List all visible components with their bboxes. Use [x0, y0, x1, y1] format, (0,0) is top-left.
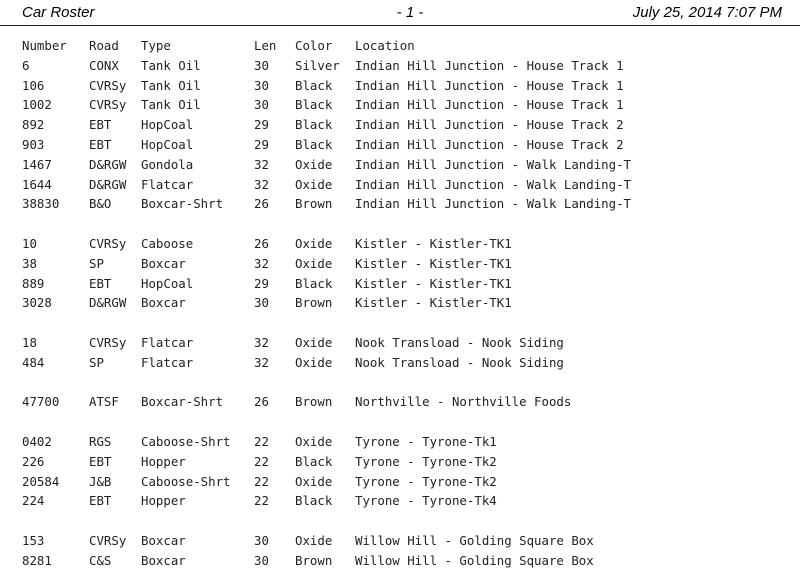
car-number: 153	[22, 532, 45, 548]
table-row	[22, 392, 792, 412]
car-color: Oxide	[295, 473, 333, 489]
car-length: 32	[254, 156, 269, 172]
car-length: 26	[254, 196, 269, 212]
car-road: CONX	[89, 57, 119, 73]
car-location: Kistler - Kistler-TK1	[355, 235, 512, 251]
car-length: 22	[254, 453, 269, 469]
table-row	[22, 452, 792, 472]
car-number: 484	[22, 354, 45, 370]
car-length: 29	[254, 275, 269, 291]
car-type: HopCoal	[141, 275, 194, 291]
car-roster-table	[22, 36, 792, 571]
car-road: B&O	[89, 196, 112, 212]
car-length: 30	[254, 295, 269, 311]
group-spacer	[22, 373, 792, 393]
car-road: EBT	[89, 275, 112, 291]
car-road: C&S	[89, 552, 112, 568]
car-location: Indian Hill Junction - House Track 1	[355, 77, 624, 93]
car-type: Boxcar-Shrt	[141, 394, 224, 410]
car-location: Tyrone - Tyrone-Tk2	[355, 453, 497, 469]
car-color: Brown	[295, 394, 333, 410]
table-row	[22, 432, 792, 452]
car-number: 1002	[22, 97, 52, 113]
page-number: - 1 -	[396, 4, 424, 21]
column-header-road: Road	[89, 38, 119, 53]
car-location: Willow Hill - Golding Square Box	[355, 532, 594, 548]
car-number: 903	[22, 136, 45, 152]
car-type: Boxcar	[141, 255, 186, 271]
car-number: 47700	[22, 394, 60, 410]
car-color: Black	[295, 117, 333, 133]
car-type: Boxcar	[141, 532, 186, 548]
car-number: 38	[22, 255, 37, 271]
table-row	[22, 76, 792, 96]
car-length: 30	[254, 552, 269, 568]
group-spacer	[22, 313, 792, 333]
car-number: 226	[22, 453, 45, 469]
car-type: Boxcar	[141, 552, 186, 568]
car-location: Northville - Northville Foods	[355, 394, 572, 410]
car-type: Hopper	[141, 453, 186, 469]
car-length: 32	[254, 255, 269, 271]
car-number: 20584	[22, 473, 60, 489]
column-header-len: Len	[254, 38, 277, 53]
car-number: 6	[22, 57, 30, 73]
car-color: Brown	[295, 295, 333, 311]
car-location: Nook Transload - Nook Siding	[355, 334, 564, 350]
group-spacer	[22, 214, 792, 234]
car-length: 32	[254, 354, 269, 370]
table-row	[22, 115, 792, 135]
car-road: D&RGW	[89, 176, 127, 192]
report-header	[0, 0, 800, 26]
car-number: 8281	[22, 552, 52, 568]
car-length: 30	[254, 77, 269, 93]
column-header-number: Number	[22, 38, 67, 53]
car-type: Boxcar	[141, 295, 186, 311]
car-road: CVRSy	[89, 334, 127, 350]
car-road: CVRSy	[89, 77, 127, 93]
table-row	[22, 293, 792, 313]
car-location: Willow Hill - Golding Square Box	[355, 552, 594, 568]
car-color: Black	[295, 493, 333, 509]
car-color: Brown	[295, 552, 333, 568]
car-location: Tyrone - Tyrone-Tk1	[355, 433, 497, 449]
car-road: SP	[89, 354, 104, 370]
car-road: SP	[89, 255, 104, 271]
car-type: Hopper	[141, 493, 186, 509]
car-type: Flatcar	[141, 334, 194, 350]
table-row	[22, 472, 792, 492]
car-length: 30	[254, 97, 269, 113]
car-location: Indian Hill Junction - Walk Landing-T	[355, 196, 632, 212]
car-type: Gondola	[141, 156, 194, 172]
car-color: Oxide	[295, 156, 333, 172]
car-length: 30	[254, 532, 269, 548]
car-location: Kistler - Kistler-TK1	[355, 255, 512, 271]
car-number: 18	[22, 334, 37, 350]
group-spacer	[22, 511, 792, 531]
car-number: 3028	[22, 295, 52, 311]
car-color: Black	[295, 97, 333, 113]
car-type: HopCoal	[141, 117, 194, 133]
car-location: Indian Hill Junction - House Track 1	[355, 97, 624, 113]
car-length: 32	[254, 334, 269, 350]
header-divider	[0, 25, 800, 26]
car-location: Kistler - Kistler-TK1	[355, 295, 512, 311]
car-type: Caboose-Shrt	[141, 473, 231, 489]
report-title: Car Roster	[22, 4, 95, 21]
table-row	[22, 491, 792, 511]
table-row	[22, 95, 792, 115]
car-type: Caboose	[141, 235, 194, 251]
table-row	[22, 155, 792, 175]
car-length: 29	[254, 117, 269, 133]
car-number: 10	[22, 235, 37, 251]
car-type: Flatcar	[141, 354, 194, 370]
car-road: EBT	[89, 117, 112, 133]
car-location: Indian Hill Junction - House Track 2	[355, 117, 624, 133]
car-location: Indian Hill Junction - House Track 1	[355, 57, 624, 73]
table-row	[22, 234, 792, 254]
car-number: 106	[22, 77, 45, 93]
table-row	[22, 254, 792, 274]
car-location: Indian Hill Junction - Walk Landing-T	[355, 176, 632, 192]
car-color: Black	[295, 453, 333, 469]
car-type: Boxcar-Shrt	[141, 196, 224, 212]
car-color: Black	[295, 77, 333, 93]
car-road: RGS	[89, 433, 112, 449]
car-length: 26	[254, 235, 269, 251]
car-location: Nook Transload - Nook Siding	[355, 354, 564, 370]
car-color: Oxide	[295, 255, 333, 271]
car-type: Tank Oil	[141, 77, 201, 93]
car-location: Indian Hill Junction - Walk Landing-T	[355, 156, 632, 172]
car-road: J&B	[89, 473, 112, 489]
car-road: D&RGW	[89, 156, 127, 172]
car-road: CVRSy	[89, 532, 127, 548]
table-row	[22, 56, 792, 76]
car-length: 26	[254, 394, 269, 410]
column-header-location: Location	[355, 38, 415, 53]
car-road: CVRSy	[89, 235, 127, 251]
car-type: Caboose-Shrt	[141, 433, 231, 449]
car-color: Oxide	[295, 354, 333, 370]
table-row	[22, 353, 792, 373]
car-number: 1644	[22, 176, 52, 192]
table-row	[22, 194, 792, 214]
car-length: 22	[254, 493, 269, 509]
car-color: Oxide	[295, 176, 333, 192]
car-length: 29	[254, 136, 269, 152]
car-color: Oxide	[295, 334, 333, 350]
column-header-type: Type	[141, 38, 171, 53]
car-road: CVRSy	[89, 97, 127, 113]
car-color: Brown	[295, 196, 333, 212]
car-number: 224	[22, 493, 45, 509]
car-length: 32	[254, 176, 269, 192]
table-row	[22, 135, 792, 155]
car-color: Silver	[295, 57, 340, 73]
car-color: Oxide	[295, 235, 333, 251]
table-row	[22, 175, 792, 195]
table-row	[22, 333, 792, 353]
car-type: HopCoal	[141, 136, 194, 152]
car-number: 892	[22, 117, 45, 133]
car-location: Indian Hill Junction - House Track 2	[355, 136, 624, 152]
car-location: Kistler - Kistler-TK1	[355, 275, 512, 291]
car-road: EBT	[89, 493, 112, 509]
car-type: Flatcar	[141, 176, 194, 192]
car-length: 22	[254, 433, 269, 449]
car-road: D&RGW	[89, 295, 127, 311]
car-number: 0402	[22, 433, 52, 449]
car-length: 30	[254, 57, 269, 73]
car-number: 38830	[22, 196, 60, 212]
car-location: Tyrone - Tyrone-Tk4	[355, 493, 497, 509]
car-number: 889	[22, 275, 45, 291]
column-header-color: Color	[295, 38, 333, 53]
car-road: EBT	[89, 453, 112, 469]
car-type: Tank Oil	[141, 97, 201, 113]
car-color: Oxide	[295, 433, 333, 449]
report-datetime: July 25, 2014 7:07 PM	[632, 4, 782, 21]
car-number: 1467	[22, 156, 52, 172]
car-location: Tyrone - Tyrone-Tk2	[355, 473, 497, 489]
car-length: 22	[254, 473, 269, 489]
car-road: ATSF	[89, 394, 119, 410]
table-row	[22, 274, 792, 294]
column-header-row	[22, 36, 792, 56]
car-color: Oxide	[295, 532, 333, 548]
table-row	[22, 551, 792, 571]
car-road: EBT	[89, 136, 112, 152]
car-color: Black	[295, 275, 333, 291]
group-spacer	[22, 412, 792, 432]
table-row	[22, 531, 792, 551]
car-type: Tank Oil	[141, 57, 201, 73]
car-color: Black	[295, 136, 333, 152]
